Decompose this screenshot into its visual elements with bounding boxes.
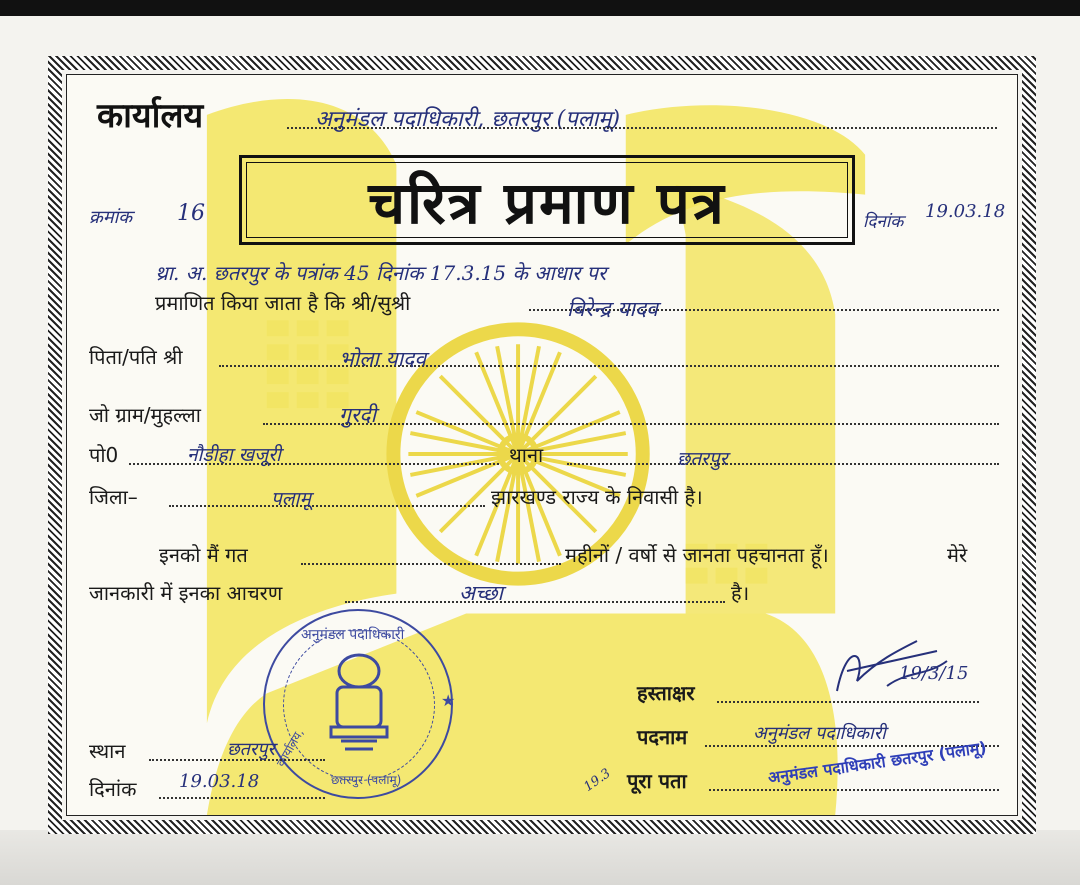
village-value: गुरदी: [339, 403, 377, 427]
certificate-title: चरित्र प्रमाण पत्र: [368, 168, 726, 237]
title-inner-frame: [246, 162, 848, 238]
initials: 19.3: [581, 766, 614, 795]
duration-dotted-line: [301, 563, 561, 565]
seal-text-top: अनुमंडल पदाधिकारी: [301, 627, 405, 643]
lion-capital-emblem-icon: [317, 649, 401, 759]
signature-dotted-line: [717, 701, 979, 703]
place-value: छतरपुर: [227, 739, 275, 760]
thana-label: थाना: [509, 443, 544, 467]
signature-label: हस्ताक्षर: [637, 681, 695, 705]
official-seal: [263, 609, 456, 799]
seal-text-bottom: छतरपुर (पलामू): [331, 773, 402, 787]
district-dotted-line: [169, 505, 485, 507]
village-label: जो ग्राम/मुहल्ला: [89, 403, 201, 427]
office-label: कार्यालय: [97, 96, 204, 136]
date-label-bottom: दिनांक: [89, 777, 137, 801]
date-value-top: 19.03.18: [925, 201, 1006, 222]
district-label: जिला–: [89, 485, 138, 509]
designation-label: पदनाम: [637, 725, 688, 749]
po-dotted-line: [129, 463, 499, 465]
serial-label: क्रमांक: [89, 207, 133, 228]
thana-value: छतरपुर: [677, 448, 728, 470]
office-dotted-line: [287, 127, 997, 129]
address-dotted-line: [709, 789, 999, 791]
top-bar: [0, 0, 1080, 16]
date-label-top: दिनांक: [863, 212, 904, 232]
person-name: बिरेन्द्र यादव: [567, 297, 658, 321]
father-dotted-line: [219, 365, 999, 367]
place-label: स्थान: [89, 739, 126, 763]
address-label: पूरा पता: [627, 769, 687, 793]
date-dotted-line: [159, 797, 325, 799]
certify-label: प्रमाणित किया जाता है कि श्री/सुश्री: [155, 291, 411, 315]
know-text-end: महीनों / वर्षो से जानता पहचानता हूँ।: [565, 543, 829, 567]
seal-text-left: कार्यालय,: [273, 726, 307, 770]
know-text-start: इनको मैं गत: [159, 543, 248, 567]
conduct-label: जानकारी में इनका आचरण: [89, 581, 283, 605]
po-value: नौडीहा खजूरी: [187, 444, 281, 466]
mere-text: मेरे: [947, 543, 968, 567]
thana-dotted-line: [567, 463, 999, 465]
designation-value: अनुमंडल पदाधिकारी: [753, 723, 886, 744]
po-label: पो0: [89, 443, 119, 467]
seal-star-icon: ★: [441, 691, 456, 710]
signature-date: 19/3/15: [899, 663, 969, 684]
district-value: पलामू: [271, 488, 311, 510]
certificate-body: [66, 74, 1018, 816]
conduct-dotted-line: [345, 601, 725, 603]
father-label: पिता/पति श्री: [89, 345, 183, 369]
conduct-value: अच्छा: [459, 581, 503, 605]
office-name: अनुमंडल पदाधिकारी, छतरपुर (पलामू): [315, 107, 621, 132]
father-name: भोला यादव: [339, 347, 426, 371]
conduct-end: है।: [731, 581, 750, 605]
serial-value: 16: [177, 201, 205, 226]
date-value-bottom: 19.03.18: [179, 771, 260, 792]
official-stamp: अनुमंडल पदाधिकारी छतरपुर (पलामू): [766, 737, 988, 788]
title-box: [239, 155, 855, 245]
resident-text: झारखण्ड राज्य के निवासी है।: [491, 485, 703, 509]
reference-note: थ्रा. अ. छतरपुर के पत्रांक 45 दिनांक 17.3.15 के आधार पर: [155, 261, 607, 285]
paper-fold: [0, 830, 1080, 885]
